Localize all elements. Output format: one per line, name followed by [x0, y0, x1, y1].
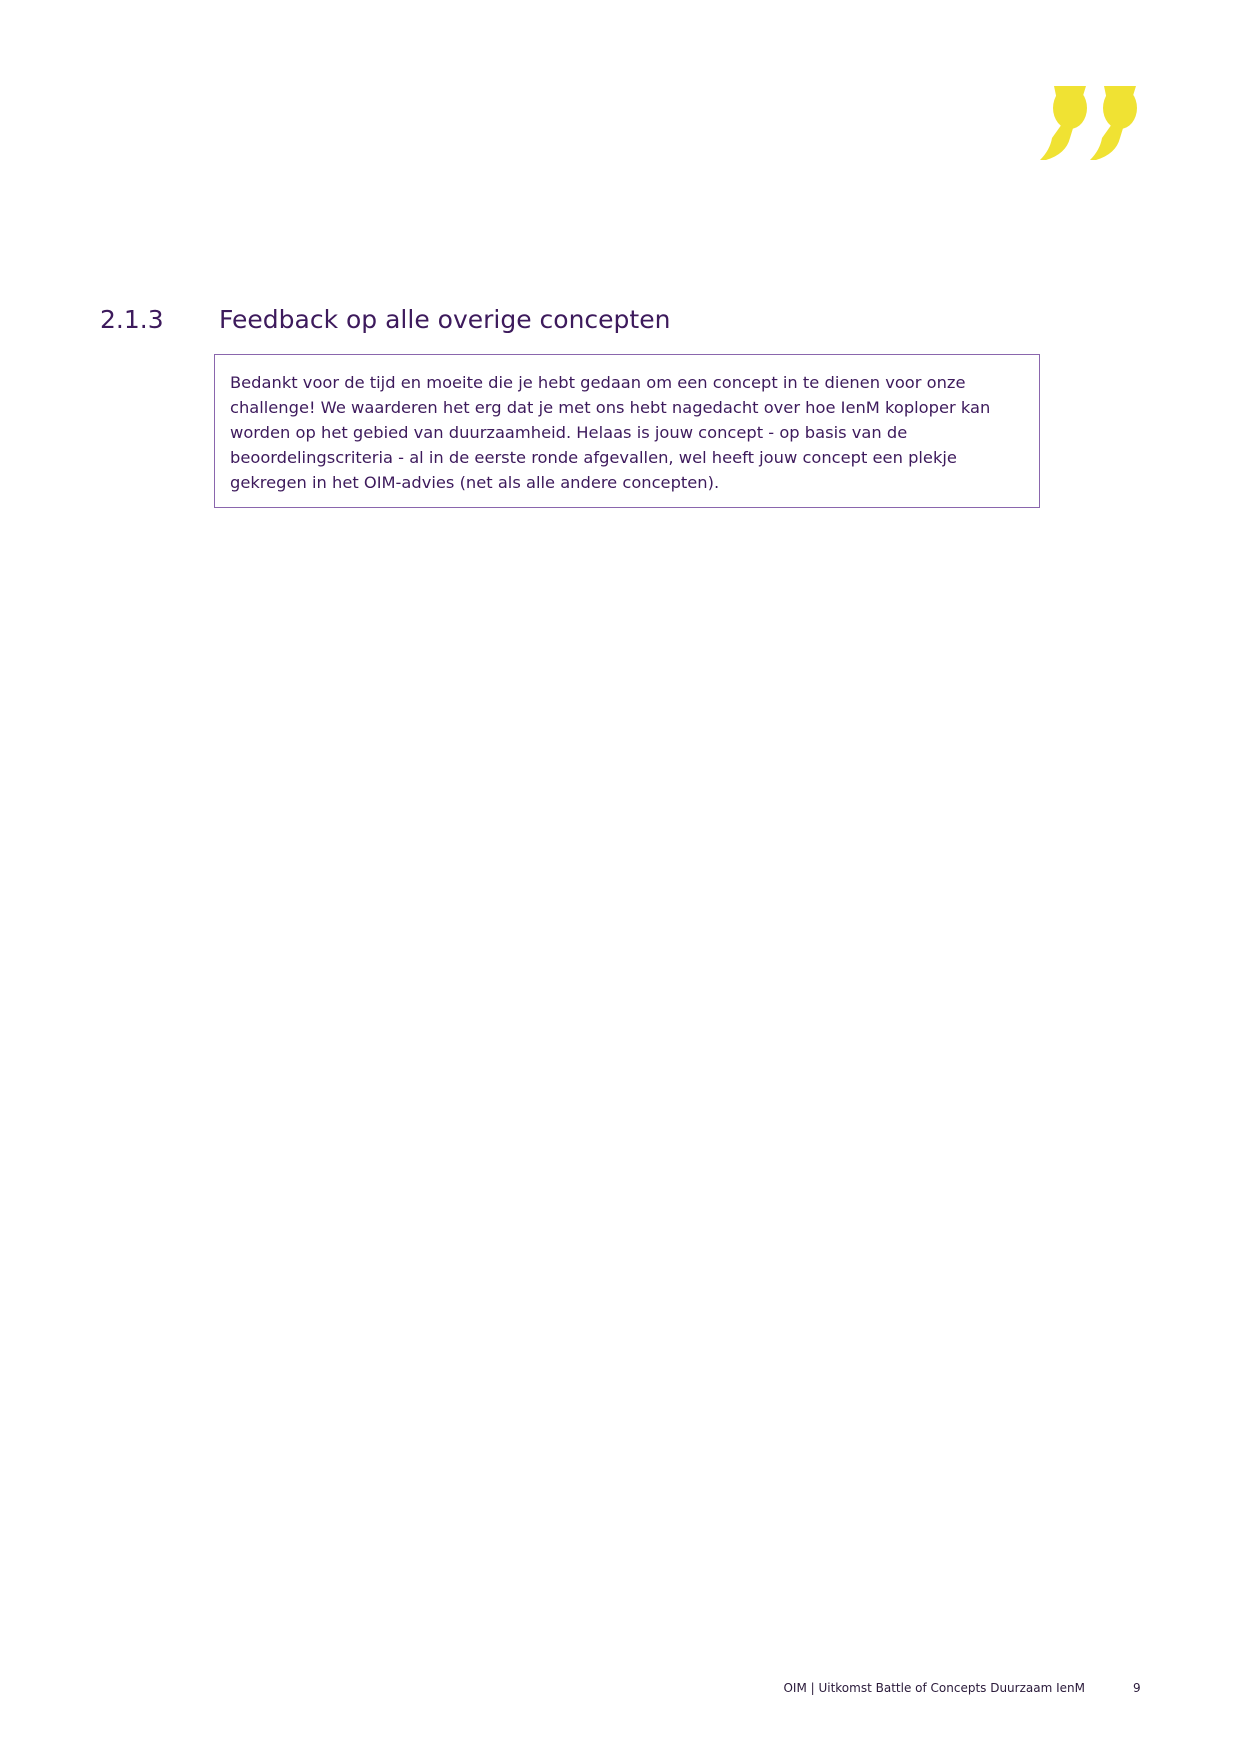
section-heading — [100, 300, 1100, 340]
page-number: 9 — [1133, 1681, 1141, 1695]
feedback-text: Bedankt voor de tijd en moeite die je hebt gedaan om een concept in te dienen voor onze challenge! We waarderen het erg dat je met ons hebt nagedacht over hoe IenM koploper kan worden op het gebied van duurzaamheid. Helaas is jouw concept - op basis van de beoordelingscriteria - al in de eerste ronde afgevallen, wel heeft jouw concept een plekje gekregen in het OIM-advies (net als alle andere concepten). — [230, 373, 991, 492]
feedback-box — [214, 354, 1040, 508]
page-footer — [700, 1678, 1150, 1698]
footer-text: OIM | Uitkomst Battle of Concepts Duurzaam IenM — [783, 1681, 1085, 1695]
section-number: 2.1.3 — [100, 305, 164, 334]
section-title: Feedback op alle overige concepten — [219, 305, 671, 334]
closing-quote-icon — [1040, 86, 1150, 160]
